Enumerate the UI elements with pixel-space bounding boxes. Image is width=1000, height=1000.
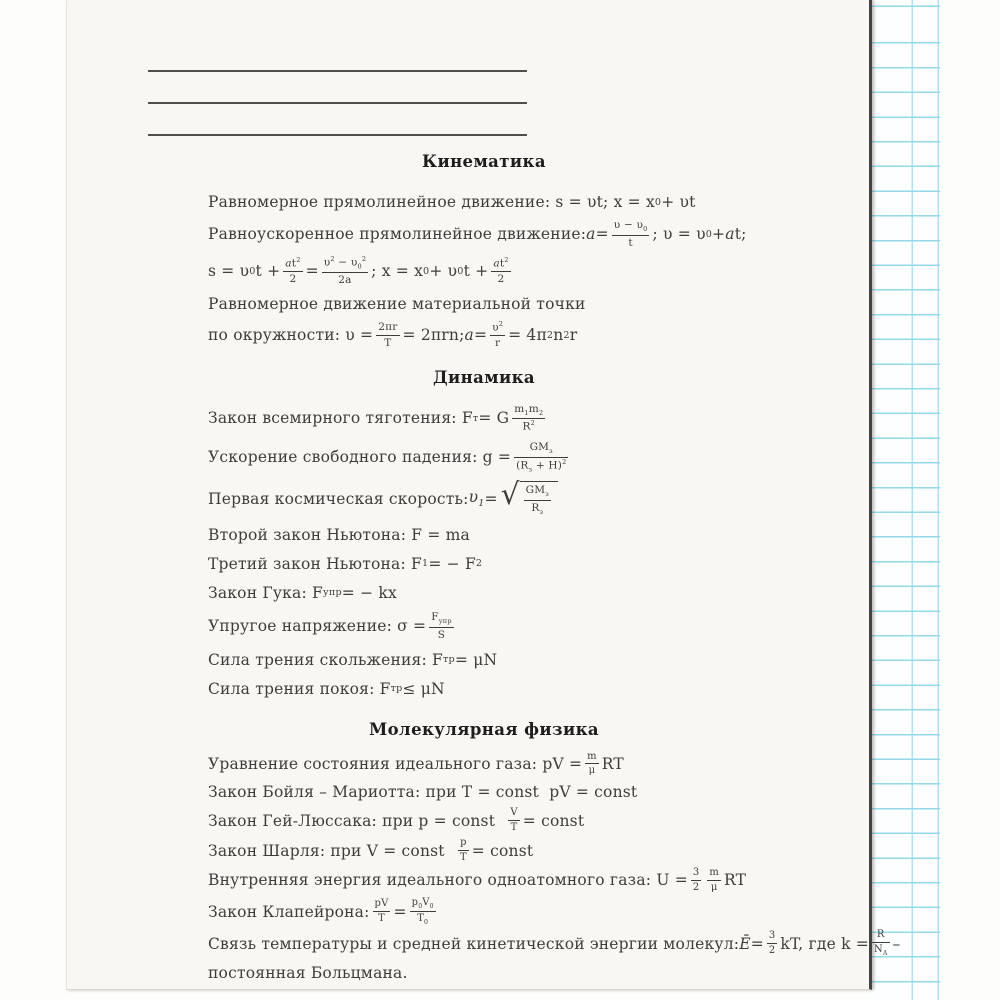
formula-charles-law: Закон Шарля: при V = const p T = const (208, 837, 534, 864)
formula-gay-lussac: Закон Гей-Люссака: при p = const V T = const (208, 807, 585, 834)
formula-hooke-law: Закон Гука: F упр = − kx (208, 583, 397, 602)
formula-newton-second-law: Второй закон Ньютона: F = ma (208, 525, 470, 544)
section-dynamics (208, 368, 868, 700)
formula-uniform-linear-motion: Равномерное прямолинейное движение: s = υt; x = x 0 + υt (208, 193, 696, 211)
formula-static-friction: Сила трения покоя: F тр ≤ μN (208, 679, 445, 698)
section-title-kinematics: Кинематика (422, 152, 546, 171)
formula-clapeyron-law: Закон Клапейрона: pV T = $p_0V_0$ $T_0$ (208, 896, 434, 927)
section-title-molecular-physics: Молекулярная физика (368, 719, 600, 739)
formula-newton-third-law: Третий закон Ньютона: F 1 = − F 2 (208, 554, 483, 573)
formula-circular-motion-intro: Равномерное движение материальной точки (208, 294, 586, 313)
squared-page-edge (871, 0, 940, 1000)
formula-boltzmann-constant-note: постоянная Больцмана. (208, 963, 408, 982)
section-kinematics (208, 152, 868, 350)
formula-temperature-kinetic-energy: Связь температуры и средней кинетической энергии молекул: Ē = 3 2 kT, где k = R $N_A$ (208, 929, 888, 958)
section-title-dynamics: Динамика (432, 367, 536, 387)
formula-uniformly-accelerated-motion: Равноускоренное прямолинейное движение: a = $\upsilon - \upsilon_0$ t ; υ = υ 0 + a t; (208, 219, 747, 249)
formula-reference (208, 0, 888, 988)
formula-boyle-mariotte: Закон Бойля – Мариотта: при T = const pV = const (208, 783, 638, 802)
formula-displacement: s = υ 0 t + $at^2$ 2 = $\upsilon^2 - \upsilon_0^2$ 2a ; x = x 0 + υ 0 t + $at^2$ 2 (208, 254, 509, 287)
formula-universal-gravitation: Закон всемирного тяготения: F т = G $m_1m_2$ $R^2$ (208, 402, 544, 433)
formula-first-cosmic-velocity: Первая космическая скорость: $\upsilon_1$ = √ $GM_з$ $R_з$ (208, 481, 868, 517)
notebook-back-cover (66, 0, 888, 990)
formula-internal-energy: Внутренняя энергия идеального одноатомного газа: U = 3 2 m μ RT (208, 866, 747, 893)
formula-ideal-gas-state: Уравнение состояния идеального газа: pV = m μ RT (208, 750, 624, 777)
formula-free-fall-acceleration: Ускорение свободного падения: g = $GM_з$ $(R_з + H)^2$ (208, 440, 567, 474)
section-molecular-physics (208, 719, 888, 985)
formula-elastic-stress: Упругое напряжение: σ = $F_{упр}$ S (208, 610, 452, 641)
formula-circular-motion: по окружности: υ = 2πr T = 2πrn; a = $\upsilon^2$ r = 4π 2 n 2 r (208, 319, 578, 349)
formula-sliding-friction: Сила трения скольжения: F тр = μN (208, 650, 498, 669)
